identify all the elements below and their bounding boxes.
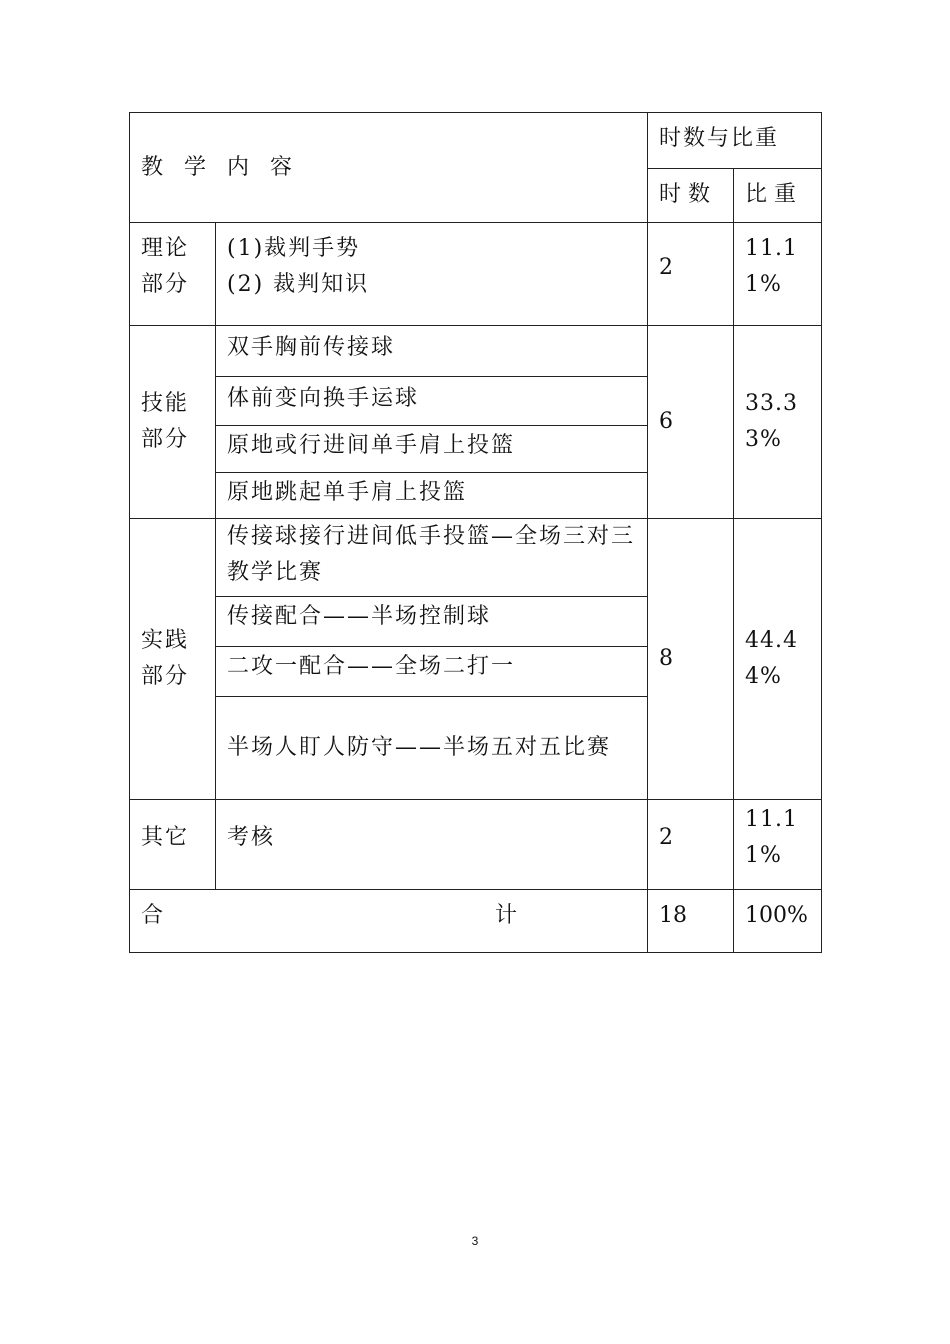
theory-weight: 11.11% — [734, 223, 822, 326]
course-schedule-table — [129, 112, 822, 953]
category-skills: 技能部分 — [130, 326, 216, 519]
total-weight: 100% — [734, 890, 822, 953]
total-hours: 18 — [648, 890, 734, 953]
header-weight: 比 重 — [734, 169, 822, 223]
total-label-right: 计 — [495, 903, 518, 928]
total-label-left: 合 — [141, 903, 164, 928]
theory-hours: 2 — [648, 223, 734, 326]
other-weight: 11.11% — [734, 800, 822, 890]
theory-items — [216, 223, 648, 326]
practice-item: 二攻一配合——全场二打一 — [216, 647, 648, 697]
practice-item: 半场人盯人防守——半场五对五比赛 — [216, 697, 648, 800]
practice-item: 传接配合——半场控制球 — [216, 597, 648, 647]
practice-item: 传接球接行进间低手投篮—全场三对三教学比赛 — [216, 519, 648, 597]
theory-item: (1)裁判手势 — [227, 236, 361, 261]
header-hours: 时 数 — [648, 169, 734, 223]
practice-hours: 8 — [648, 519, 734, 800]
category-practice: 实践部分 — [130, 519, 216, 800]
skills-item: 体前变向换手运球 — [216, 377, 648, 426]
theory-item: (2) 裁判知识 — [227, 272, 370, 297]
header-hours-and-weight: 时数与比重 — [648, 113, 822, 169]
skills-weight: 33.33% — [734, 326, 822, 519]
category-other: 其它 — [130, 800, 216, 890]
total-label — [130, 890, 648, 953]
skills-item: 原地跳起单手肩上投篮 — [216, 473, 648, 519]
page-number: 3 — [471, 1234, 479, 1248]
other-item: 考核 — [216, 800, 648, 890]
category-theory: 理论部分 — [130, 223, 216, 326]
other-hours: 2 — [648, 800, 734, 890]
header-content: 教 学 内 容 — [130, 113, 648, 223]
practice-weight: 44.44% — [734, 519, 822, 800]
skills-hours: 6 — [648, 326, 734, 519]
skills-item: 双手胸前传接球 — [216, 326, 648, 377]
skills-item: 原地或行进间单手肩上投篮 — [216, 426, 648, 473]
